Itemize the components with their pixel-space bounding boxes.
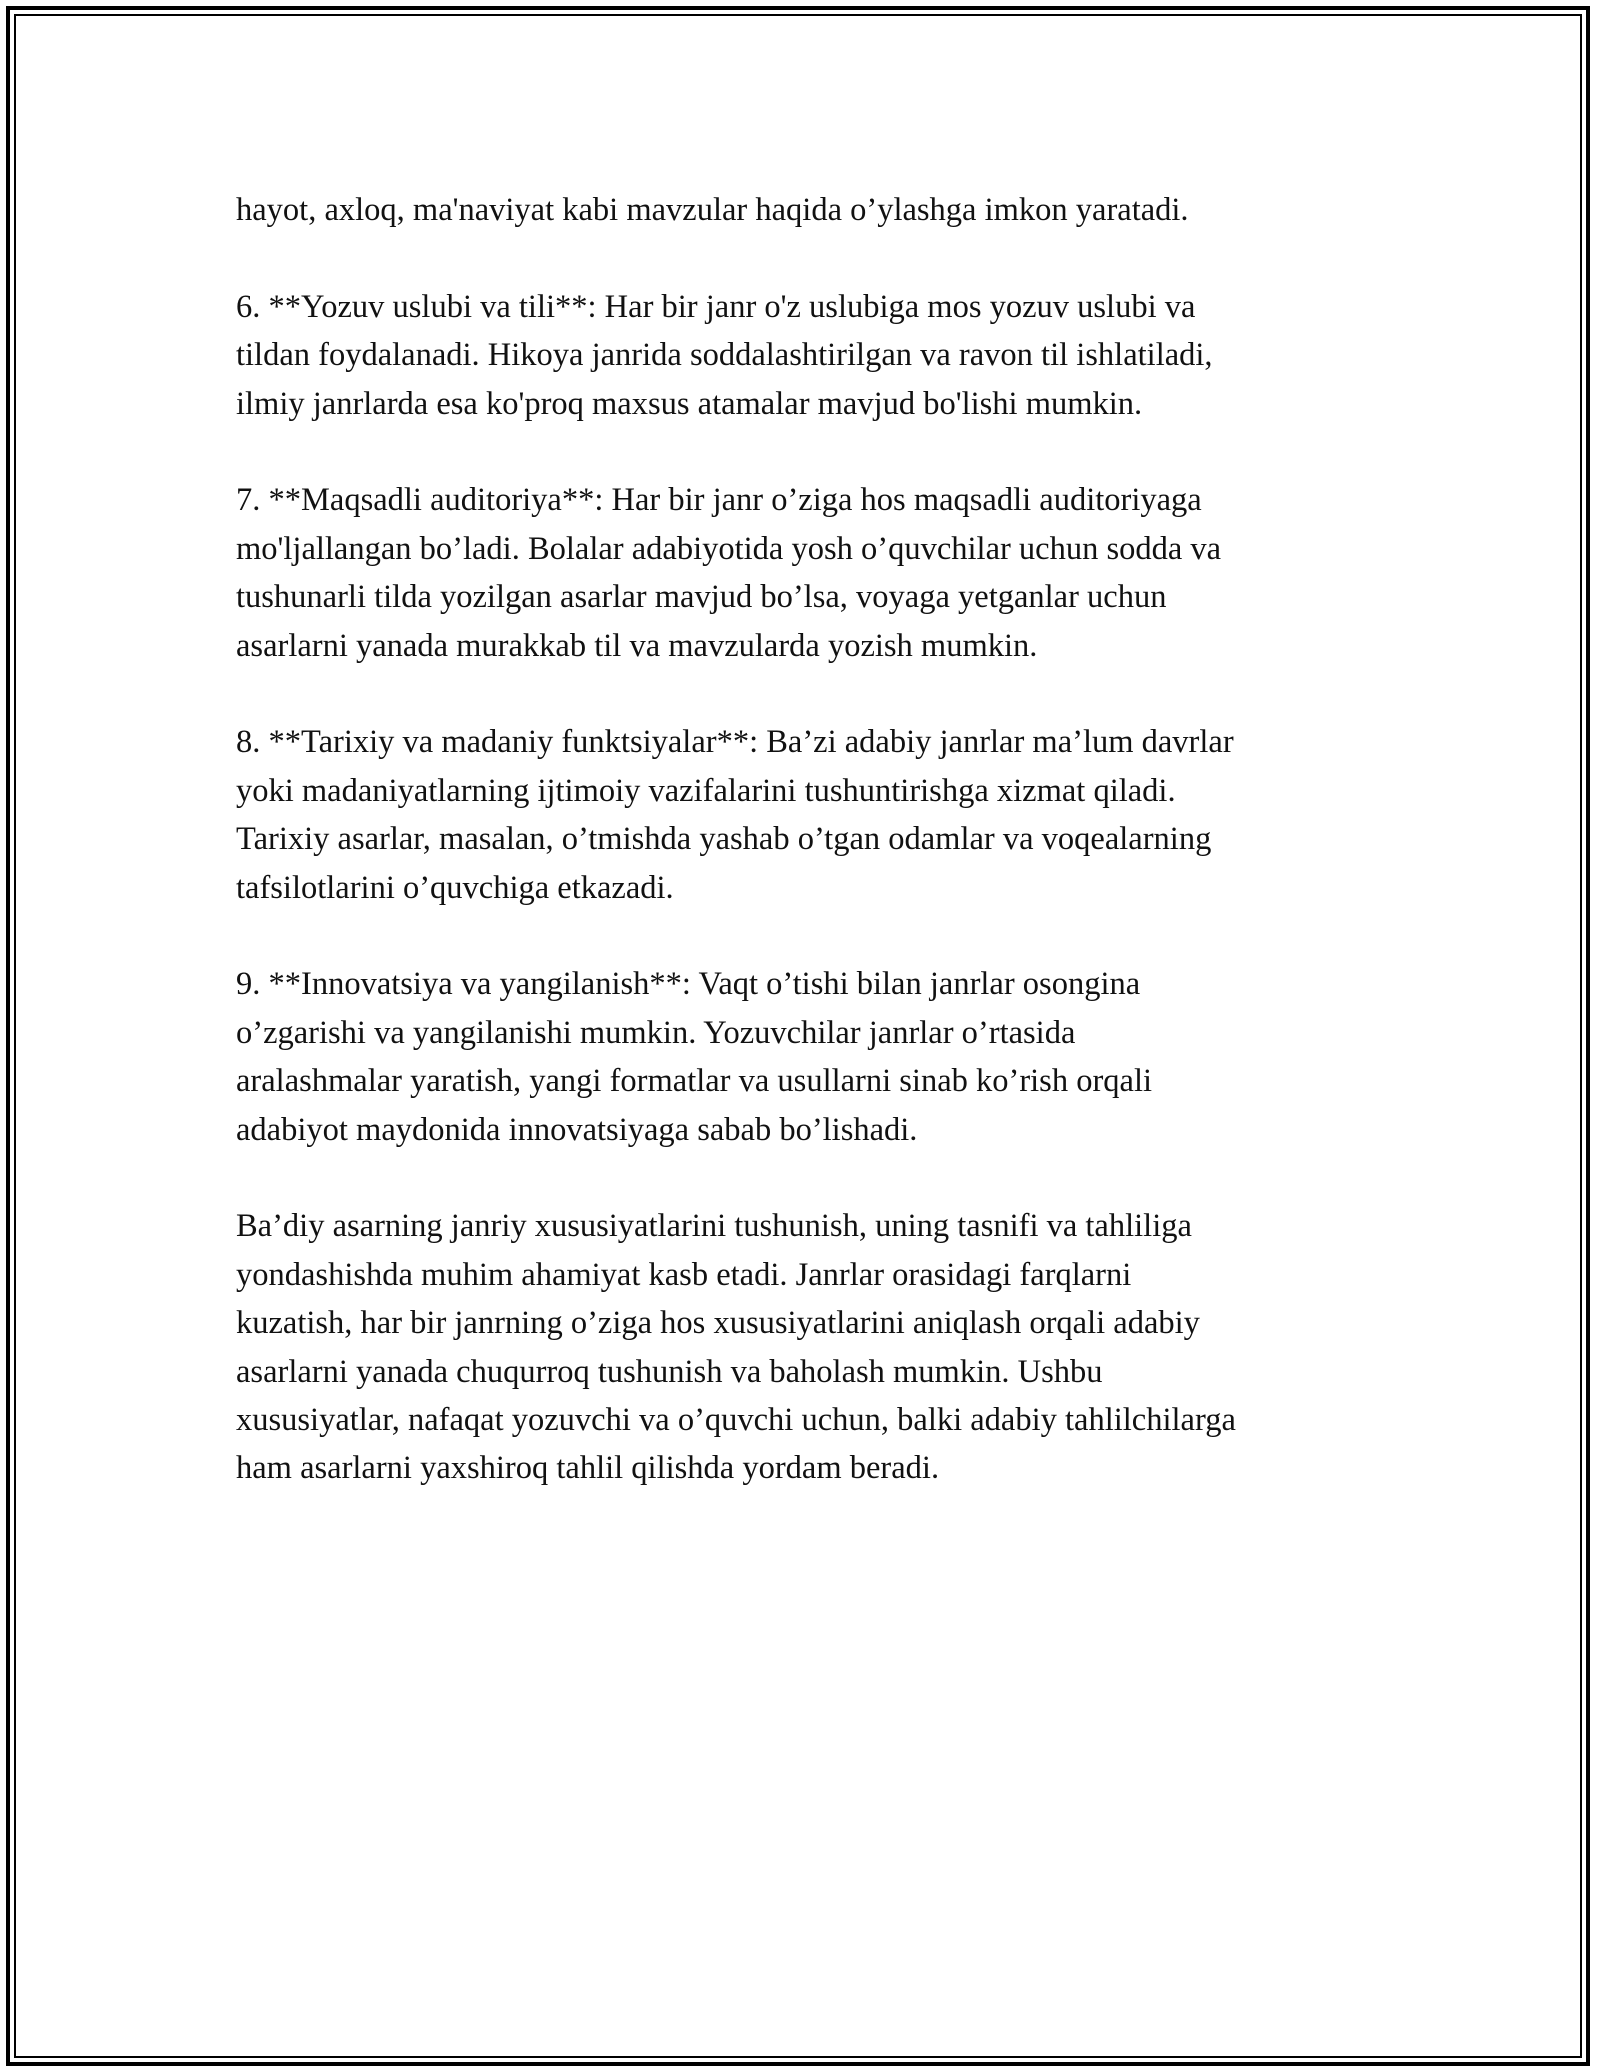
paragraph-continuation	[236, 186, 1386, 234]
paragraph-item-6	[236, 283, 1386, 428]
paragraph-item-7	[236, 476, 1386, 670]
paragraph-conclusion	[236, 1202, 1386, 1492]
text-line: tildan foydalanadi. Hikoya janrida soddalashtirilgan va ravon til ishlatiladi,	[236, 337, 1213, 374]
text-line: Tarixiy asarlar, masalan, o’tmishda yashab o’tgan odamlar va voqealarning	[236, 821, 1212, 858]
text-line: xususiyatlar, nafaqat yozuvchi va o’quvchi uchun, balki adabiy tahlilchilarga	[236, 1402, 1236, 1439]
document-body	[236, 186, 1386, 1493]
paragraph-item-9	[236, 960, 1386, 1154]
text-line: kuzatish, har bir janrning o’ziga hos xususiyatlarini aniqlash orqali adabiy	[236, 1305, 1200, 1342]
text-line: yondashishda muhim ahamiyat kasb etadi. Janrlar orasidagi farqlarni	[236, 1256, 1132, 1293]
text-line: 7. **Maqsadli auditoriya**: Har bir janr o’ziga hos maqsadli auditoriyaga	[236, 482, 1202, 519]
text-line: mo'ljallangan bo’ladi. Bolalar adabiyotida yosh o’quvchilar uchun sodda va	[236, 530, 1222, 567]
text-line: asarlarni yanada chuqurroq tushunish va baholash mumkin. Ushbu	[236, 1353, 1103, 1390]
text-line: aralashmalar yaratish, yangi formatlar va usullarni sinab ko’rish orqali	[236, 1063, 1153, 1100]
paragraph-item-8	[236, 718, 1386, 912]
text-line: Ba’diy asarning janriy xususiyatlarini tushunish, uning tasnifi va tahliliga	[236, 1208, 1192, 1245]
text-line: 8. **Tarixiy va madaniy funktsiyalar**: Ba’zi adabiy janrlar ma’lum davrlar	[236, 724, 1234, 761]
text-line: 9. **Innovatsiya va yangilanish**: Vaqt o’tishi bilan janrlar osongina	[236, 966, 1141, 1003]
text-line: hayot, axloq, ma'naviyat kabi mavzular haqida o’ylashga imkon yaratadi.	[236, 192, 1189, 228]
text-line: yoki madaniyatlarning ijtimoiy vazifalarini tushuntirishga xizmat qiladi.	[236, 772, 1176, 809]
text-line: tafsilotlarini o’quvchiga etkazadi.	[236, 869, 674, 906]
text-line: o’zgarishi va yangilanishi mumkin. Yozuvchilar janrlar o’rtasida	[236, 1014, 1076, 1051]
text-line: ham asarlarni yaxshiroq tahlil qilishda yordam beradi.	[236, 1450, 940, 1487]
text-line: adabiyot maydonida innovatsiyaga sabab bo’lishadi.	[236, 1111, 918, 1148]
text-line: ilmiy janrlarda esa ko'proq maxsus atamalar mavjud bo'lishi mumkin.	[236, 385, 1143, 422]
text-line: asarlarni yanada murakkab til va mavzularda yozish mumkin.	[236, 627, 1038, 664]
text-line: 6. **Yozuv uslubi va tili**: Har bir janr o'z uslubiga mos yozuv uslubi va	[236, 288, 1196, 325]
text-line: tushunarli tilda yozilgan asarlar mavjud bo’lsa, voyaga yetganlar uchun	[236, 579, 1167, 616]
